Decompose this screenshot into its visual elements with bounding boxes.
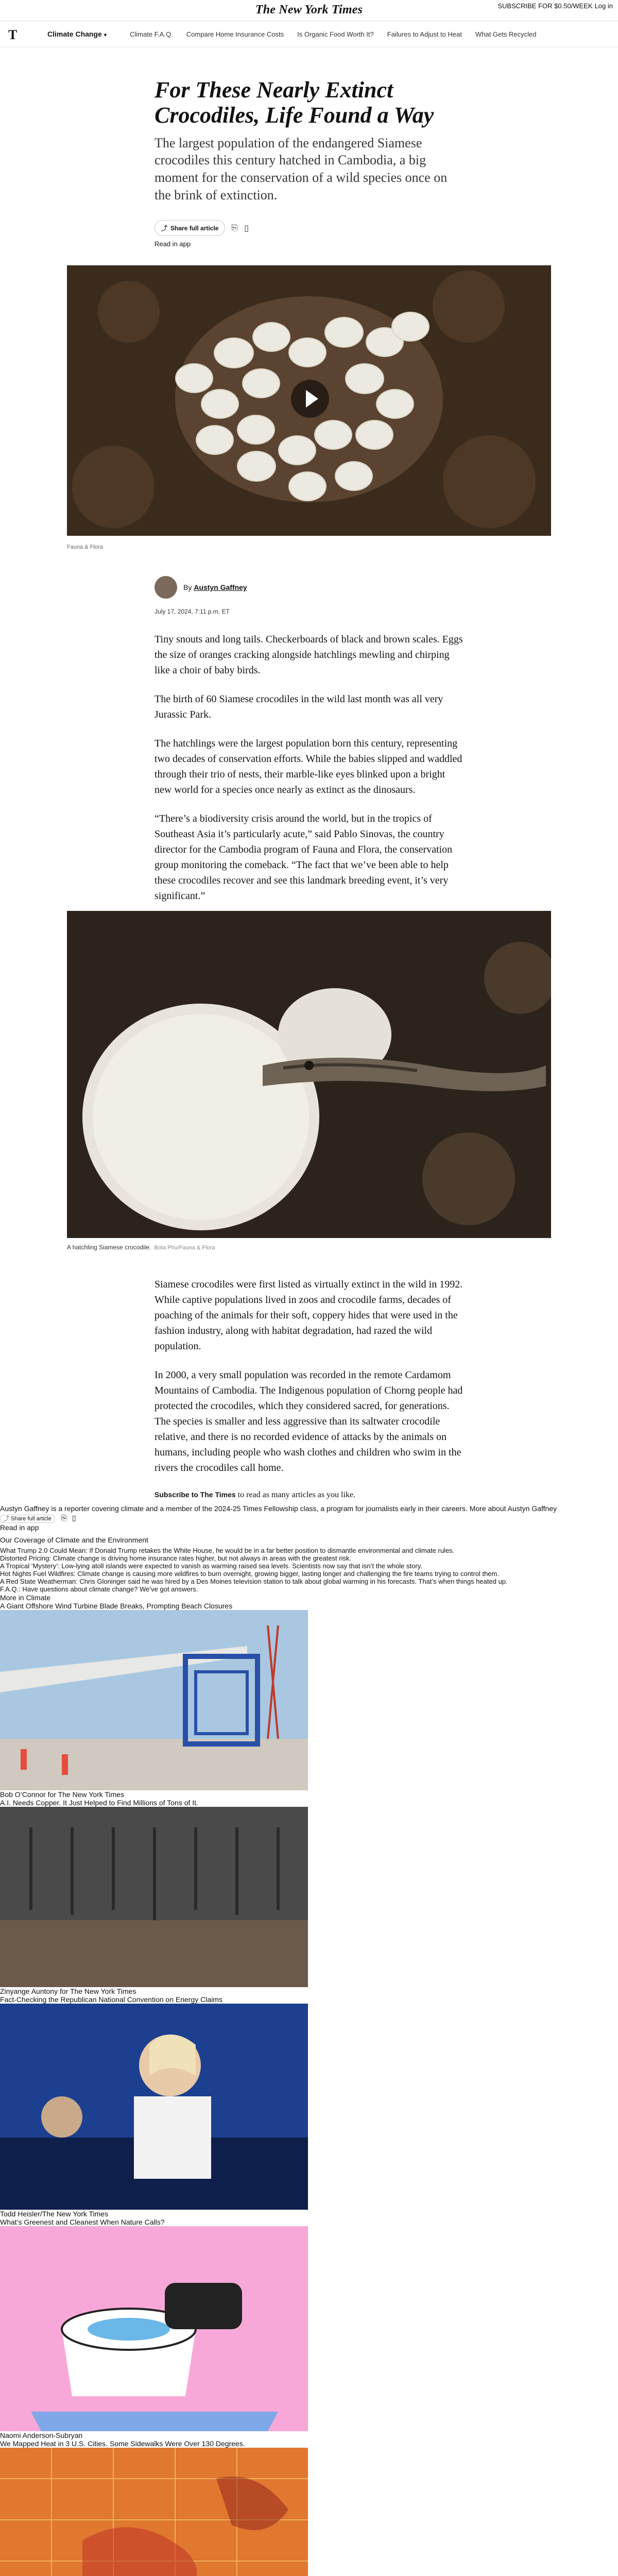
byline-prefix: By xyxy=(183,583,192,591)
turbine-illustration xyxy=(0,1610,308,1790)
egg xyxy=(288,471,327,501)
headline: For These Nearly Extinct Crocodiles, Life Found a Way xyxy=(154,77,434,128)
toilet-illustration xyxy=(0,2226,308,2431)
egg xyxy=(345,363,384,394)
coverage-item[interactable]: A Tropical ‘Mystery’: Low-lying atoll islands were expected to vanish as warming raised sea levels. Scientists now say that isn’t the whole story. xyxy=(0,1562,422,1570)
related-title[interactable]: What’s Greenest and Cleanest When Nature Calls? xyxy=(0,2218,165,2227)
paragraph: Tiny snouts and long tails. Checkerboards of black and brown scales. Eggs the size of oranges cracking alongside hatchlings mewling and chirping like a choir of baby birds. xyxy=(154,634,463,676)
coverage-item[interactable]: F.A.Q.: Have questions about climate change? We’ve got answers. xyxy=(0,1585,198,1593)
section-label: Climate Change xyxy=(47,30,102,38)
caption-text: A hatchling Siamese crocodile. xyxy=(67,1244,151,1251)
hatchling-image xyxy=(67,911,551,1238)
author-link[interactable]: Austyn Gaffney xyxy=(194,583,247,591)
egg xyxy=(391,312,430,342)
nav-link-recycled[interactable]: What Gets Recycled xyxy=(475,30,537,38)
masthead xyxy=(0,0,618,19)
nyt-logo[interactable]: The New York Times xyxy=(255,3,363,16)
article-toolbar xyxy=(154,219,464,237)
bookmark-icon[interactable]: ▯ xyxy=(244,224,249,233)
paragraph: The hatchlings were the largest population born this century, representing two decades of conservation efforts. While the babies slipped and waddled through their trio of nests, their marble-like eyes blinked upon a bright new world for a species once nearly as extinct as the dinosaurs. xyxy=(154,738,462,795)
egg xyxy=(278,435,316,465)
t-logo-icon[interactable]: T xyxy=(8,27,18,42)
nav-link-heat[interactable]: Failures to Adjust to Heat xyxy=(387,30,462,38)
section-dropdown[interactable] xyxy=(47,30,107,38)
egg xyxy=(314,420,352,450)
share-icon: ⤴ Share full article xyxy=(0,1515,55,1523)
related-image-turbine[interactable] xyxy=(0,1610,308,1790)
paragraph: “There’s a biodiversity crisis around the world, but in the tropics of Southeast Asia it’s particularly acute,” said Pablo Sinovas, the country director for the Cambodia program of Fauna and Flora, the conservation group monitoring the comeback. “The fact that we’ve been able to help these crocodiles recover and see this landmark breeding event, it’s very significant.” xyxy=(154,813,453,902)
section-links xyxy=(130,30,550,38)
related-title[interactable]: Fact-Checking the Republican National Convention on Energy Claims xyxy=(0,1995,222,2004)
story-body-1 xyxy=(154,632,464,917)
author-avatar xyxy=(154,576,177,599)
egg xyxy=(355,420,393,450)
login-link[interactable]: Log in xyxy=(594,2,613,10)
hatchling-illustration xyxy=(67,911,551,1238)
coverage-item[interactable]: Distorted Pricing: Climate change is driving home insurance rates higher, but not always in areas with the greatest risk. xyxy=(0,1554,352,1562)
coverage-item[interactable]: Hot Nights Fuel Wildfires: Climate change is causing more wildfires to burn overnight, growing bigger, lasting longer and challenging the fire teams trying to control them. xyxy=(0,1569,499,1578)
paragraph: In 2000, a very small population was recorded in the remote Cardamom Mountains of Cambodia. The Indigenous population of Chorng people had protected the crocodiles, which they considered sacred, for generations. The species is smaller and less aggressive than its saltwater crocodile relative, and there is no recorded evidence of attacks by the animals on humans, including people who wash clothes and children who swim in the rivers the crocodiles call home. xyxy=(154,1369,463,1473)
related-image-convention[interactable] xyxy=(0,2004,308,2210)
related-credit: Bob O’Connor for The New York Times xyxy=(0,1790,124,1799)
author-bio: Austyn Gaffney is a reporter covering climate and a member of the 2024-25 Times Fellowship class, a program for journalists early in their careers. More about Austyn Gaffney xyxy=(0,1504,557,1513)
nav-link-insurance[interactable]: Compare Home Insurance Costs xyxy=(186,30,284,38)
story-body-2 xyxy=(154,1277,464,1515)
bookmark-icon[interactable]: ▯ xyxy=(72,1514,76,1522)
masthead-actions xyxy=(495,2,613,10)
egg xyxy=(376,389,414,419)
more-heading: More in Climate xyxy=(0,1593,51,1602)
publish-date: July 17, 2024, 7:11 p.m. ET xyxy=(154,608,230,615)
share-button[interactable] xyxy=(154,220,225,236)
egg xyxy=(242,368,280,398)
coverage-item[interactable]: A Red State Weatherman: Chris Gloninger said he was hired by a Des Moines television station to talk about global warming in his forecasts. That’s when things heated up. xyxy=(0,1577,508,1585)
related-image-heatmap[interactable] xyxy=(0,2448,308,2576)
subscribe-promo xyxy=(154,1489,464,1501)
nav-link-organic[interactable]: Is Organic Food Worth It? xyxy=(297,30,374,38)
byline-text xyxy=(183,583,247,591)
egg xyxy=(335,461,373,491)
paragraph: Siamese crocodiles were first listed as virtually extinct in the wild in 1992. While captive populations lived in zoos and crocodile farms, decades of poaching of the animals for their soft, coppery hides that were used in the fashion industry, along with habitat degradation, had razed the wild population. xyxy=(154,1279,463,1352)
egg xyxy=(196,425,234,455)
egg xyxy=(175,363,213,393)
play-icon[interactable] xyxy=(291,380,329,418)
related-title[interactable]: A.I. Needs Copper. It Just Helped to Find Millions of Tons of It. xyxy=(0,1798,198,1807)
egg xyxy=(237,451,276,482)
convention-illustration xyxy=(0,2004,308,2210)
subscribe-promo-link[interactable]: Subscribe to The Times xyxy=(154,1490,236,1499)
summary: The largest population of the endangered Siamese crocodiles this century hatched in Cambodia, a big moment for the conservation of a wild species once on the brink of extinction. xyxy=(154,135,448,202)
coverage-item[interactable]: What Trump 2.0 Could Mean: If Donald Trump retakes the White House, he would be in a far better position to dismantle environmental and climate rules. xyxy=(0,1546,455,1554)
gift-icon[interactable]: ⎘ xyxy=(231,223,238,232)
heatmap-illustration xyxy=(0,2448,308,2576)
subscribe-link[interactable]: SUBSCRIBE FOR $0.50/WEEK xyxy=(497,2,593,10)
caption-credit: Bota Phu/Fauna & Flora xyxy=(154,1245,215,1251)
share-label: Share full article xyxy=(11,1516,52,1522)
footer-read-in-app[interactable]: Read in app xyxy=(0,1523,39,1532)
section-navbar xyxy=(0,21,618,47)
egg xyxy=(237,415,275,445)
article-header xyxy=(154,77,464,248)
copper-illustration xyxy=(0,1807,308,1987)
related-credit: Zinyange Auntony for The New York Times xyxy=(0,1987,136,1995)
egg xyxy=(252,322,290,352)
related-image-copper[interactable] xyxy=(0,1807,308,1987)
lead-video[interactable] xyxy=(67,265,551,536)
coverage-heading: Our Coverage of Climate and the Environment xyxy=(0,1535,148,1544)
subscribe-promo-text: to read as many articles as you like. xyxy=(235,1490,356,1499)
related-title[interactable]: A Giant Offshore Wind Turbine Blade Breaks, Prompting Beach Closures xyxy=(0,1601,233,1610)
egg xyxy=(288,337,327,367)
egg xyxy=(214,337,254,368)
egg xyxy=(324,317,364,348)
related-credit: Todd Heisler/The New York Times xyxy=(0,2210,109,2218)
read-in-app-link[interactable]: Read in app xyxy=(154,240,191,248)
egg xyxy=(201,389,239,419)
gift-icon[interactable]: ⎘ xyxy=(61,1514,67,1522)
article-footer xyxy=(0,1504,618,2576)
footer-share-button[interactable] xyxy=(0,1514,618,1522)
related-credit: Naomi Anderson-Subryan xyxy=(0,2431,83,2440)
image-caption xyxy=(67,1244,215,1251)
share-label: Share full article xyxy=(170,224,219,232)
nav-link-faq[interactable]: Climate F.A.Q. xyxy=(130,30,173,38)
lead-credit: Fauna & Flora xyxy=(67,544,103,550)
related-title[interactable]: We Mapped Heat in 3 U.S. Cities. Some Sidewalks Were Over 130 Degrees. xyxy=(0,2439,245,2448)
chevron-down-icon: ▾ xyxy=(104,32,107,38)
paragraph: The birth of 60 Siamese crocodiles in the wild last month was all very Jurassic Park. xyxy=(154,693,443,720)
related-image-toilet[interactable] xyxy=(0,2226,308,2431)
share-icon: ⤴ xyxy=(161,225,168,232)
